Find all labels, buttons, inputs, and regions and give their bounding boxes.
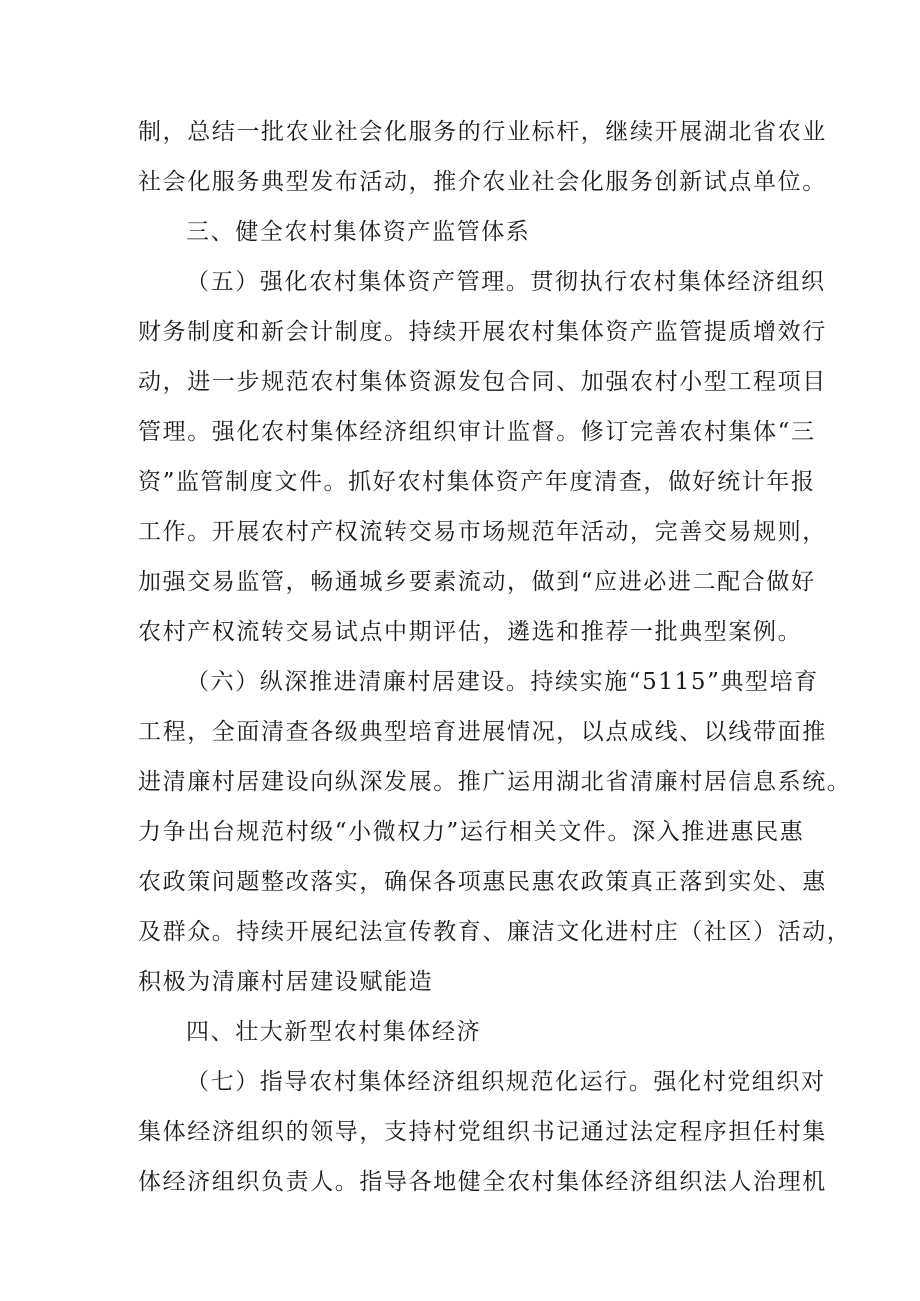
text-line: 力争出台规范村级“小微权力”运行相关文件。深入推进惠民惠 xyxy=(138,819,805,845)
section-heading: 三、健全农村集体资产监管体系 xyxy=(186,219,531,245)
text-line: 进清廉村居建设向纵深发展。推广运用湖北省清廉村居信息系统。 xyxy=(138,769,852,795)
paragraph-start: （五）强化农村集体资产管理。贯彻执行农村集体经济组织 xyxy=(186,269,826,295)
text-line: 及群众。持续开展纪法宣传教育、廉洁文化进村庄（社区）活动， xyxy=(138,919,852,945)
text-line: 财务制度和新会计制度。持续开展农村集体资产监管提质增效行 xyxy=(138,319,827,345)
paragraph-start: （七）指导农村集体经济组织规范化运行。强化村党组织对 xyxy=(186,1069,826,1095)
text-line: 加强交易监管，畅通城乡要素流动，做到“应进必进二配合做好 xyxy=(138,569,816,595)
text-line: 管理。强化农村集体经济组织审计监督。修订完善农村集体“三 xyxy=(138,419,816,445)
text-line: 制，总结一批农业社会化服务的行业标杆，继续开展湖北省农业 xyxy=(138,119,827,145)
text-line: 工程，全面清查各级典型培育进展情况，以点成线、以线带面推 xyxy=(138,719,827,745)
text-line: 农政策问题整改落实，确保各项惠民惠农政策真正落到实处、惠 xyxy=(138,869,827,895)
text-line: 体经济组织负责人。指导各地健全农村集体经济组织法人治理机 xyxy=(138,1169,827,1195)
text-line: 资”监管制度文件。抓好农村集体资产年度清查，做好统计年报 xyxy=(138,469,816,495)
paragraph-start: （六）纵深推进清廉村居建设。持续实施“5115”典型培育 xyxy=(186,669,819,695)
text-line: 积极为清廉村居建设赋能造 xyxy=(138,969,434,995)
text-line: 集体经济组织的领导，支持村党组织书记通过法定程序担任村集 xyxy=(138,1119,827,1145)
text-line: 农村产权流转交易试点中期评估，遴选和推荐一批典型案例。 xyxy=(138,619,803,645)
text-line: 社会化服务典型发布活动，推介农业社会化服务创新试点单位。 xyxy=(138,169,827,195)
section-heading: 四、壮大新型农村集体经济 xyxy=(186,1019,482,1045)
text-line: 工作。开展农村产权流转交易市场规范年活动，完善交易规则， xyxy=(138,519,827,545)
text-line: 动，进一步规范农村集体资源发包合同、加强农村小型工程项目 xyxy=(138,369,827,395)
